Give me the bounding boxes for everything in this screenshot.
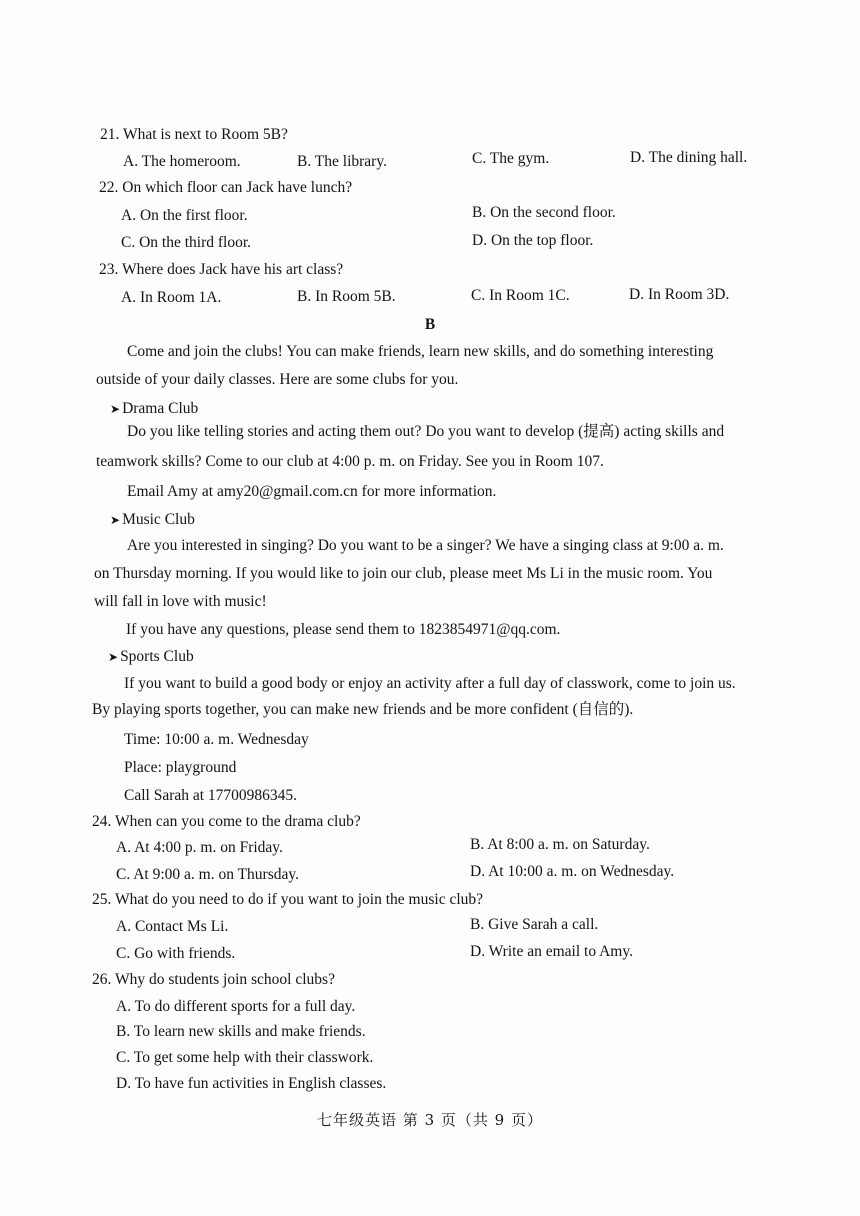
q26-option-b: B. To learn new skills and make friends. (116, 1023, 366, 1040)
sports-time: Time: 10:00 a. m. Wednesday (124, 731, 309, 748)
intro-line-1: Come and join the clubs! You can make friends, learn new skills, and do something interesting (127, 343, 714, 360)
q23-option-a: A. In Room 1A. (121, 289, 222, 306)
music-line-1: Are you interested in singing? Do you want to be a singer? We have a singing class at 9:00 a. m. (127, 537, 724, 554)
music-club-title: ➤ Music Club (110, 511, 195, 528)
arrow-bullet-icon: ➤ (108, 650, 119, 664)
q23-option-c: C. In Room 1C. (471, 287, 570, 304)
q21-option-d: D. The dining hall. (630, 149, 748, 166)
q22-option-b: B. On the second floor. (472, 204, 616, 221)
q23-option-d: D. In Room 3D. (629, 286, 730, 303)
q25-option-a: A. Contact Ms Li. (116, 918, 229, 935)
intro-line-2: outside of your daily classes. Here are some clubs for you. (96, 371, 459, 388)
q25-option-d: D. Write an email to Amy. (470, 943, 633, 960)
q26-option-c: C. To get some help with their classwork. (116, 1049, 374, 1066)
q25-option-c: C. Go with friends. (116, 945, 236, 962)
q25-stem: 25. What do you need to do if you want to join the music club? (92, 891, 484, 908)
q22-option-d: D. On the top floor. (472, 232, 594, 249)
sports-call: Call Sarah at 17700986345. (124, 787, 298, 804)
q26-option-d: D. To have fun activities in English classes. (116, 1075, 387, 1092)
q21-option-a: A. The homeroom. (123, 153, 241, 170)
drama-club-title: ➤ Drama Club (110, 400, 199, 417)
drama-line-3: Email Amy at amy20@gmail.com.cn for more information. (127, 483, 497, 500)
sports-line-1: If you want to build a good body or enjoy an activity after a full day of classwork, come to join us. (124, 675, 736, 692)
music-line-4: If you have any questions, please send them to 1823854971@qq.com. (126, 621, 561, 638)
q21-option-c: C. The gym. (472, 150, 550, 167)
q24-stem: 24. When can you come to the drama club? (92, 813, 361, 830)
section-b-heading: B (424, 316, 436, 333)
sports-line-2: By playing sports together, you can make new friends and be more confident (自信的). (92, 701, 634, 718)
music-line-3: will fall in love with music! (94, 593, 267, 610)
q24-option-d: D. At 10:00 a. m. on Wednesday. (470, 863, 675, 880)
q25-option-b: B. Give Sarah a call. (470, 916, 599, 933)
sports-place: Place: playground (124, 759, 237, 776)
music-line-2: on Thursday morning. If you would like to join our club, please meet Ms Li in the music room. You (94, 565, 713, 582)
q21-stem: 21. What is next to Room 5B? (100, 126, 288, 143)
drama-line-1: Do you like telling stories and acting them out? Do you want to develop (提高) acting skills and (127, 423, 725, 440)
q26-stem: 26. Why do students join school clubs? (92, 971, 335, 988)
q24-option-a: A. At 4:00 p. m. on Friday. (116, 839, 283, 856)
q24-option-b: B. At 8:00 a. m. on Saturday. (470, 836, 650, 853)
q22-option-c: C. On the third floor. (121, 234, 252, 251)
page-footer: 七年级英语 第 3 页（共 9 页） (317, 1111, 543, 1129)
q22-stem: 22. On which floor can Jack have lunch? (99, 179, 353, 196)
q23-option-b: B. In Room 5B. (297, 288, 396, 305)
arrow-bullet-icon: ➤ (110, 513, 121, 527)
q24-option-c: C. At 9:00 a. m. on Thursday. (116, 866, 299, 883)
q23-stem: 23. Where does Jack have his art class? (99, 261, 344, 278)
q21-option-b: B. The library. (297, 153, 387, 170)
q22-option-a: A. On the first floor. (121, 207, 248, 224)
sports-club-title: ➤ Sports Club (108, 648, 194, 665)
q26-option-a: A. To do different sports for a full day. (116, 998, 356, 1015)
arrow-bullet-icon: ➤ (110, 402, 121, 416)
drama-line-2: teamwork skills? Come to our club at 4:00 p. m. on Friday. See you in Room 107. (96, 453, 604, 470)
